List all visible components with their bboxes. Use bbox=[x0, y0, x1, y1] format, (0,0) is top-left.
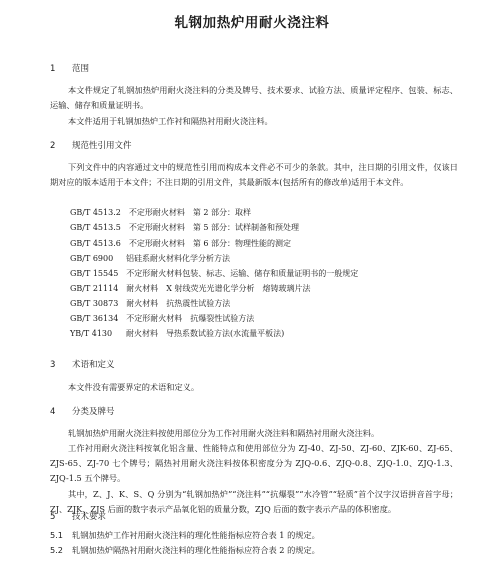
reference-title: 耐火材料 抗热震性试验方法 bbox=[126, 299, 231, 308]
clause-text: 轧钢加热炉隔热衬用耐火浇注料的理化性能指标应符合表 2 的规定。 bbox=[72, 545, 320, 555]
reference-code: GB/T 4513.5 bbox=[70, 223, 121, 232]
reference-item bbox=[70, 281, 311, 296]
reference-title: 不定形耐火材料 第 5 部分：试样制备和预处理 bbox=[128, 223, 300, 232]
section-2-heading bbox=[50, 139, 132, 151]
reference-code: GB/T 6900 bbox=[70, 254, 114, 263]
reference-item bbox=[70, 251, 230, 266]
section-title: 规范性引用文件 bbox=[72, 141, 132, 151]
section-1-heading bbox=[50, 62, 89, 74]
reference-code: GB/T 4513.6 bbox=[70, 239, 121, 248]
clause-number: 5.2 bbox=[50, 545, 64, 555]
section-4-paragraph-1: 轧钢加热炉用耐火浇注料按使用部位分为工作衬用耐火浇注料和隔热衬用耐火浇注料。 bbox=[68, 428, 380, 438]
reference-item bbox=[70, 296, 230, 311]
section-title: 分类及牌号 bbox=[72, 407, 115, 417]
section-5-heading bbox=[50, 510, 106, 522]
section-title: 术语和定义 bbox=[72, 360, 115, 370]
reference-code: GB/T 30873 bbox=[70, 299, 119, 308]
reference-title: 耐火材料 导热系数试验方法(水流量平板法) bbox=[126, 329, 285, 338]
reference-code: GB/T 36134 bbox=[70, 314, 119, 323]
reference-code: YB/T 4130 bbox=[70, 329, 113, 338]
clause-text: 轧钢加热炉工作衬用耐火浇注料的理化性能指标应符合表 1 的规定。 bbox=[72, 530, 320, 540]
section-4-paragraph-2: 工作衬用耐火浇注料按氧化铝含量、性能特点和使用部位分为 ZJ-40、ZJ-50、ZJ-60、ZJK-60、ZJ-65、ZJS-65、ZJ-70 七个牌号；隔热衬用耐火浇注料按体积密度分为 ZJQ-0.6、ZJQ-0.8、ZJQ-1.0、ZJQ-1.3、ZJQ-1.5 五个牌号。 bbox=[50, 443, 458, 483]
reference-item bbox=[70, 266, 358, 281]
reference-code: GB/T 4513.2 bbox=[70, 208, 121, 217]
reference-code: GB/T 15545 bbox=[70, 269, 119, 278]
reference-item bbox=[70, 220, 299, 235]
reference-title: 铝硅系耐火材料化学分析方法 bbox=[126, 254, 230, 263]
reference-item bbox=[70, 326, 284, 341]
section-number: 2 bbox=[50, 141, 56, 151]
reference-title: 不定形耐火材料 第 6 部分：物理性能的测定 bbox=[128, 239, 292, 248]
clause-5-1 bbox=[50, 530, 320, 541]
section-number: 5 bbox=[50, 512, 56, 522]
document-title: 轧钢加热炉用耐火浇注料 bbox=[174, 15, 330, 31]
section-3-paragraph-1: 本文件没有需要界定的术语和定义。 bbox=[68, 382, 200, 392]
reference-title: 不定形耐火材料包装、标志、运输、储存和质量证明书的一般规定 bbox=[126, 269, 359, 278]
clause-5-2 bbox=[50, 545, 320, 556]
section-2-paragraph-1: 下列文件中的内容通过文中的规范性引用而构成本文件必不可少的条款。其中，注日期的引用文件，仅该日期对应的版本适用于本文件；不注日期的引用文件，其最新版本(包括所有的修改单)适用于本文件。 bbox=[50, 162, 458, 187]
reference-item bbox=[70, 205, 251, 220]
section-1-paragraph-2: 本文件适用于轧钢加热炉工作衬和隔热衬用耐火浇注料。 bbox=[68, 116, 273, 126]
section-4-heading bbox=[50, 405, 115, 417]
section-number: 3 bbox=[50, 360, 56, 370]
reference-code: GB/T 21114 bbox=[70, 284, 119, 293]
section-title: 范围 bbox=[72, 64, 90, 74]
reference-title: 不定形耐火材料 抗爆裂性试验方法 bbox=[126, 314, 255, 323]
reference-item bbox=[70, 311, 254, 326]
section-3-heading bbox=[50, 358, 115, 370]
section-title: 技术要求 bbox=[72, 512, 107, 522]
reference-title: 不定形耐火材料 第 2 部分：取样 bbox=[128, 208, 252, 217]
section-number: 1 bbox=[50, 64, 56, 74]
section-4-paragraph-3: 其中，Z、J、K、S、Q 分别为“轧钢加热炉”“浇注料”“抗爆裂”“水冷管”“轻质”首个汉字汉语拼音首字母；ZJ、ZJK、ZJS 后面的数字表示产品氧化铝的质量分数，ZJQ 后面的数字表示产品的体积密度。 bbox=[50, 489, 458, 514]
section-1-paragraph-1: 本文件规定了轧钢加热炉用耐火浇注料的分类及牌号、技术要求、试验方法、质量评定程序、包装、标志、运输、储存和质量证明书。 bbox=[50, 85, 458, 110]
reference-item bbox=[70, 236, 291, 251]
clause-number: 5.1 bbox=[50, 530, 64, 540]
reference-title: 耐火材料 X 射线荧光光谱化学分析 熔铸玻璃片法 bbox=[126, 284, 311, 293]
section-number: 4 bbox=[50, 407, 56, 417]
